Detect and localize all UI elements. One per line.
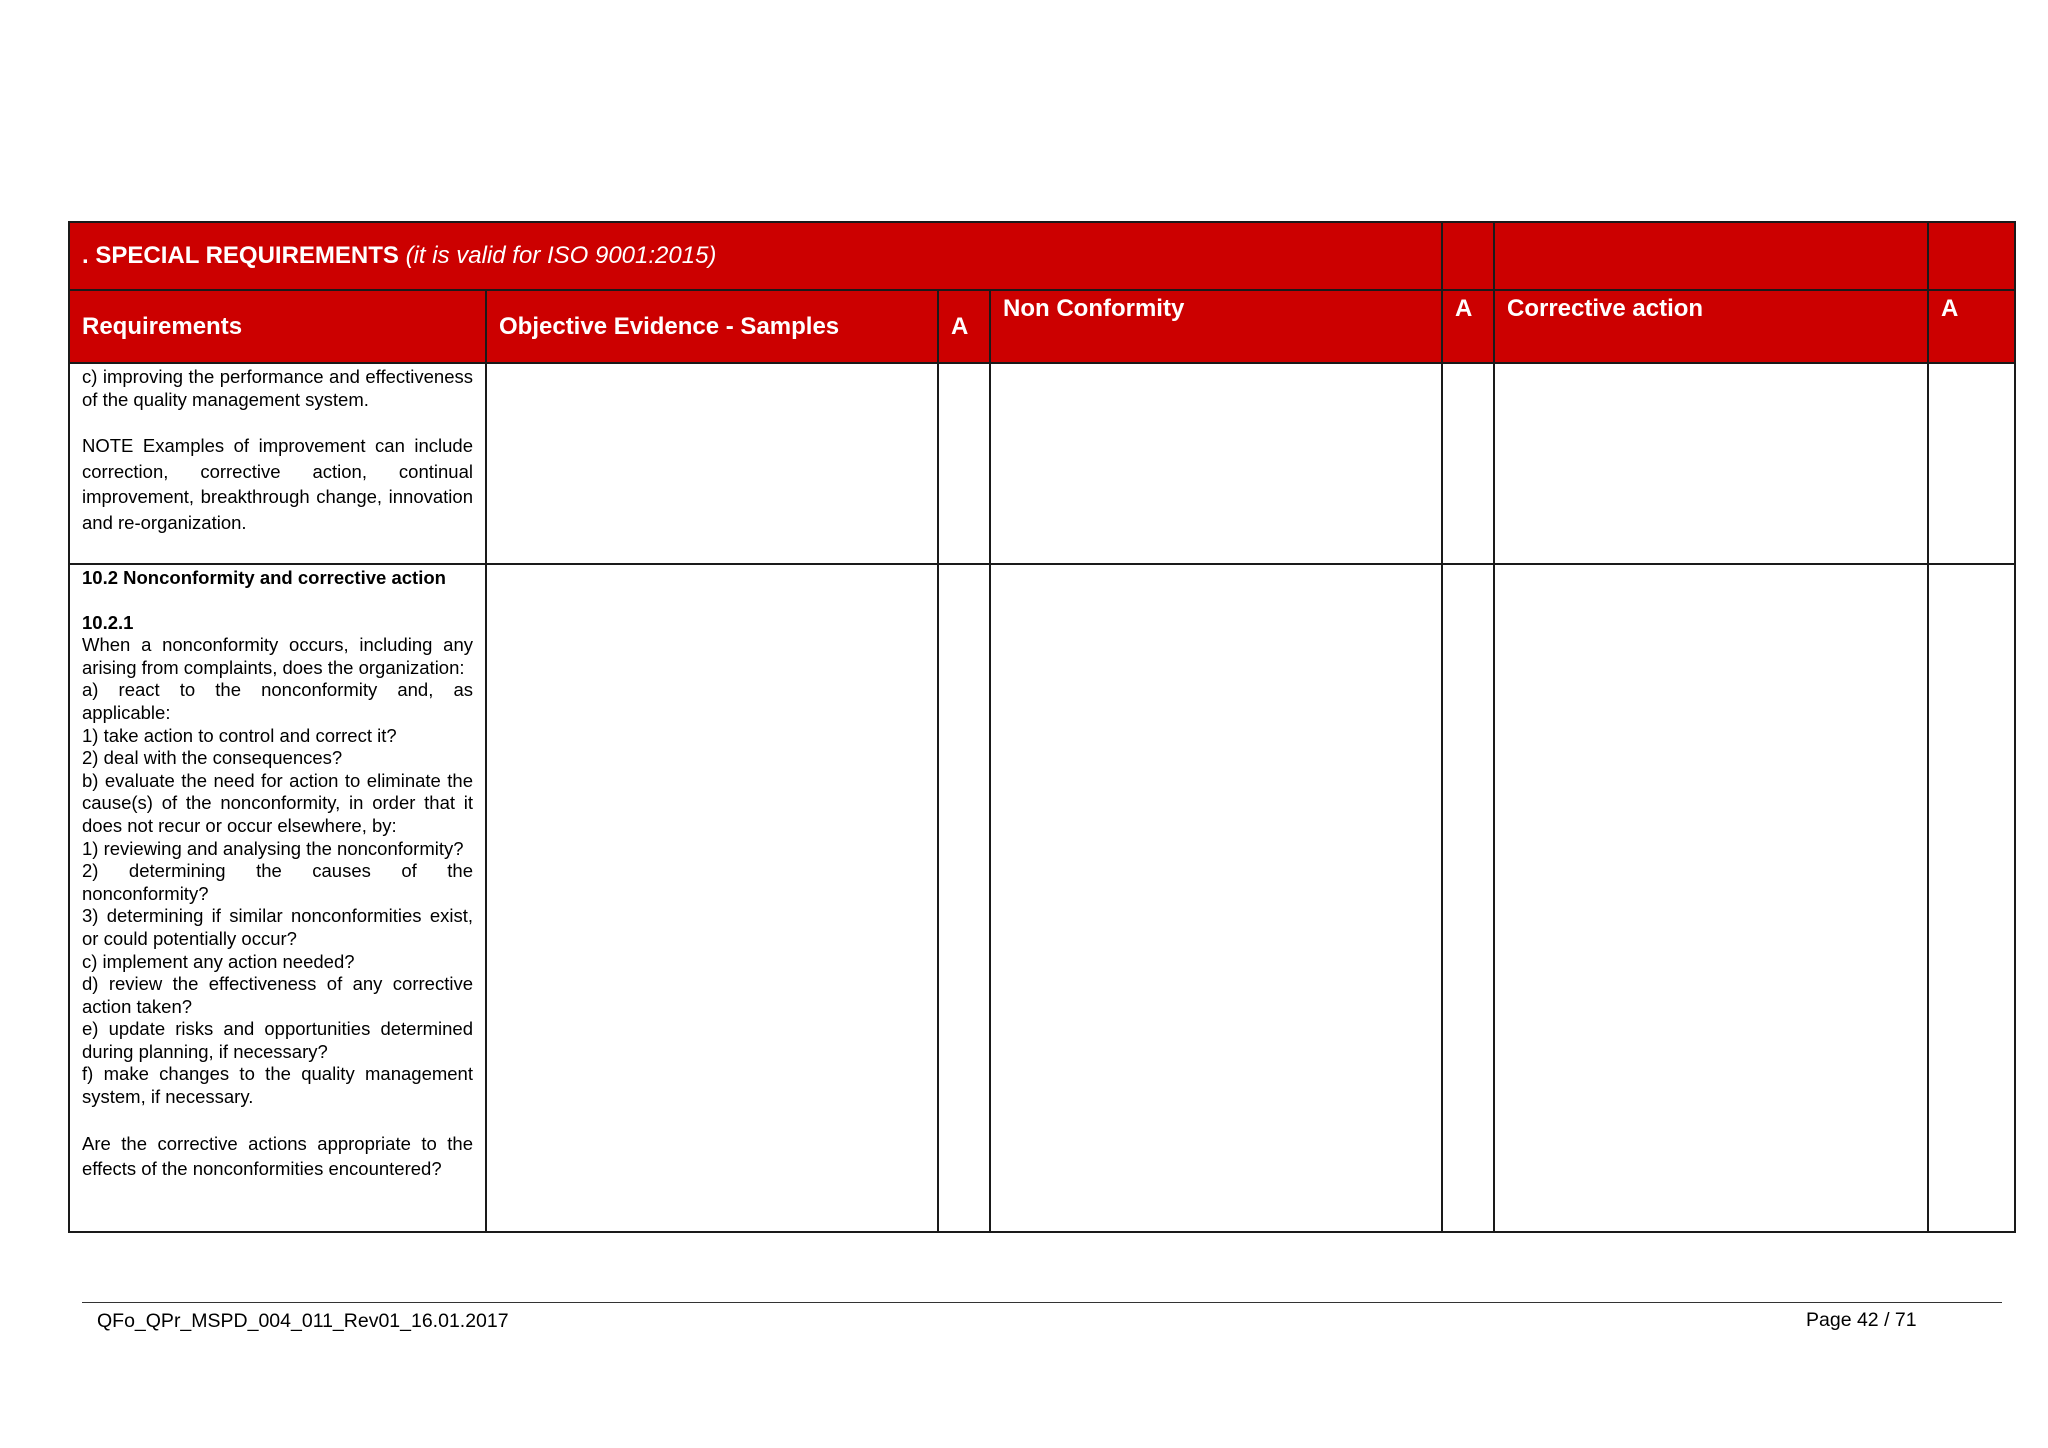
footer-page-number: Page 42 / 71 — [1806, 1309, 1917, 1331]
requirement-text: 1) reviewing and analysing the nonconformity? — [82, 837, 464, 859]
header-a-evidence: A — [938, 290, 990, 363]
a-cell[interactable] — [1442, 564, 1494, 1232]
requirement-text: 2) deal with the consequences? — [82, 747, 343, 769]
evidence-cell[interactable] — [486, 363, 938, 564]
title-cell-empty-a2 — [1928, 222, 2015, 290]
section-title-italic: (it is valid for ISO 9001:2015) — [405, 242, 717, 269]
requirement-question: Are the corrective actions appropriate to the effects of the nonconformities encountered? — [82, 1132, 473, 1180]
audit-checklist-table — [68, 221, 2016, 1233]
requirement-text: c) improving the performance and effectiveness of the quality management system. — [82, 366, 473, 410]
header-objective-evidence: Objective Evidence - Samples — [486, 290, 938, 363]
table-title-row — [69, 222, 2015, 290]
requirement-note: NOTE Examples of improvement can include correction, corrective action, continual improvement, breakthrough change, innovation and re-organization. — [82, 435, 473, 533]
evidence-cell[interactable] — [486, 564, 938, 1232]
requirement-heading: 10.2 Nonconformity and corrective action — [82, 567, 446, 588]
requirement-text: a) react to the nonconformity and, as applicable: — [82, 679, 473, 723]
requirement-text: b) evaluate the need for action to eliminate the cause(s) of the nonconformity, in order that it does not recur or occur elsewhere, by: — [82, 769, 473, 836]
requirement-text: 1) take action to control and correct it? — [82, 724, 397, 746]
nonconformity-cell[interactable] — [990, 363, 1442, 564]
header-a-corrective: A — [1928, 290, 2015, 363]
section-title — [69, 222, 1442, 290]
requirement-cell — [69, 564, 486, 1232]
title-cell-empty-a — [1442, 222, 1494, 290]
requirement-text: f) make changes to the quality management system, if necessary. — [82, 1063, 473, 1108]
corrective-action-cell[interactable] — [1494, 564, 1928, 1232]
table-row — [69, 363, 2015, 564]
a-cell[interactable] — [938, 564, 990, 1232]
header-non-conformity: Non Conformity — [990, 290, 1442, 363]
a-cell[interactable] — [1928, 564, 2015, 1232]
nonconformity-cell[interactable] — [990, 564, 1442, 1232]
corrective-action-cell[interactable] — [1494, 363, 1928, 564]
table-header-row — [69, 290, 2015, 363]
footer-divider — [82, 1302, 2002, 1303]
header-corrective-action: Corrective action — [1494, 290, 1928, 363]
requirement-text: d) review the effectiveness of any corrective action taken? — [82, 973, 473, 1017]
section-title-bold: . SPECIAL REQUIREMENTS — [82, 242, 399, 269]
footer-document-code: QFo_QPr_MSPD_004_011_Rev01_16.01.2017 — [97, 1310, 509, 1332]
requirement-subheading: 10.2.1 — [82, 611, 134, 633]
requirement-text: c) implement any action needed? — [82, 950, 355, 972]
header-requirements: Requirements — [69, 290, 486, 363]
title-cell-empty-corrective — [1494, 222, 1928, 290]
header-a-nonconformity: A — [1442, 290, 1494, 363]
requirement-cell — [69, 363, 486, 564]
a-cell[interactable] — [938, 363, 990, 564]
table-row — [69, 564, 2015, 1232]
requirement-text: 2) determining the causes of the nonconformity? — [82, 860, 473, 904]
requirement-text: e) update risks and opportunities determined during planning, if necessary? — [82, 1018, 473, 1062]
a-cell[interactable] — [1928, 363, 2015, 564]
a-cell[interactable] — [1442, 363, 1494, 564]
requirement-text: When a nonconformity occurs, including any arising from complaints, does the organization: — [82, 634, 473, 678]
requirement-text: 3) determining if similar nonconformities exist, or could potentially occur? — [82, 905, 473, 949]
